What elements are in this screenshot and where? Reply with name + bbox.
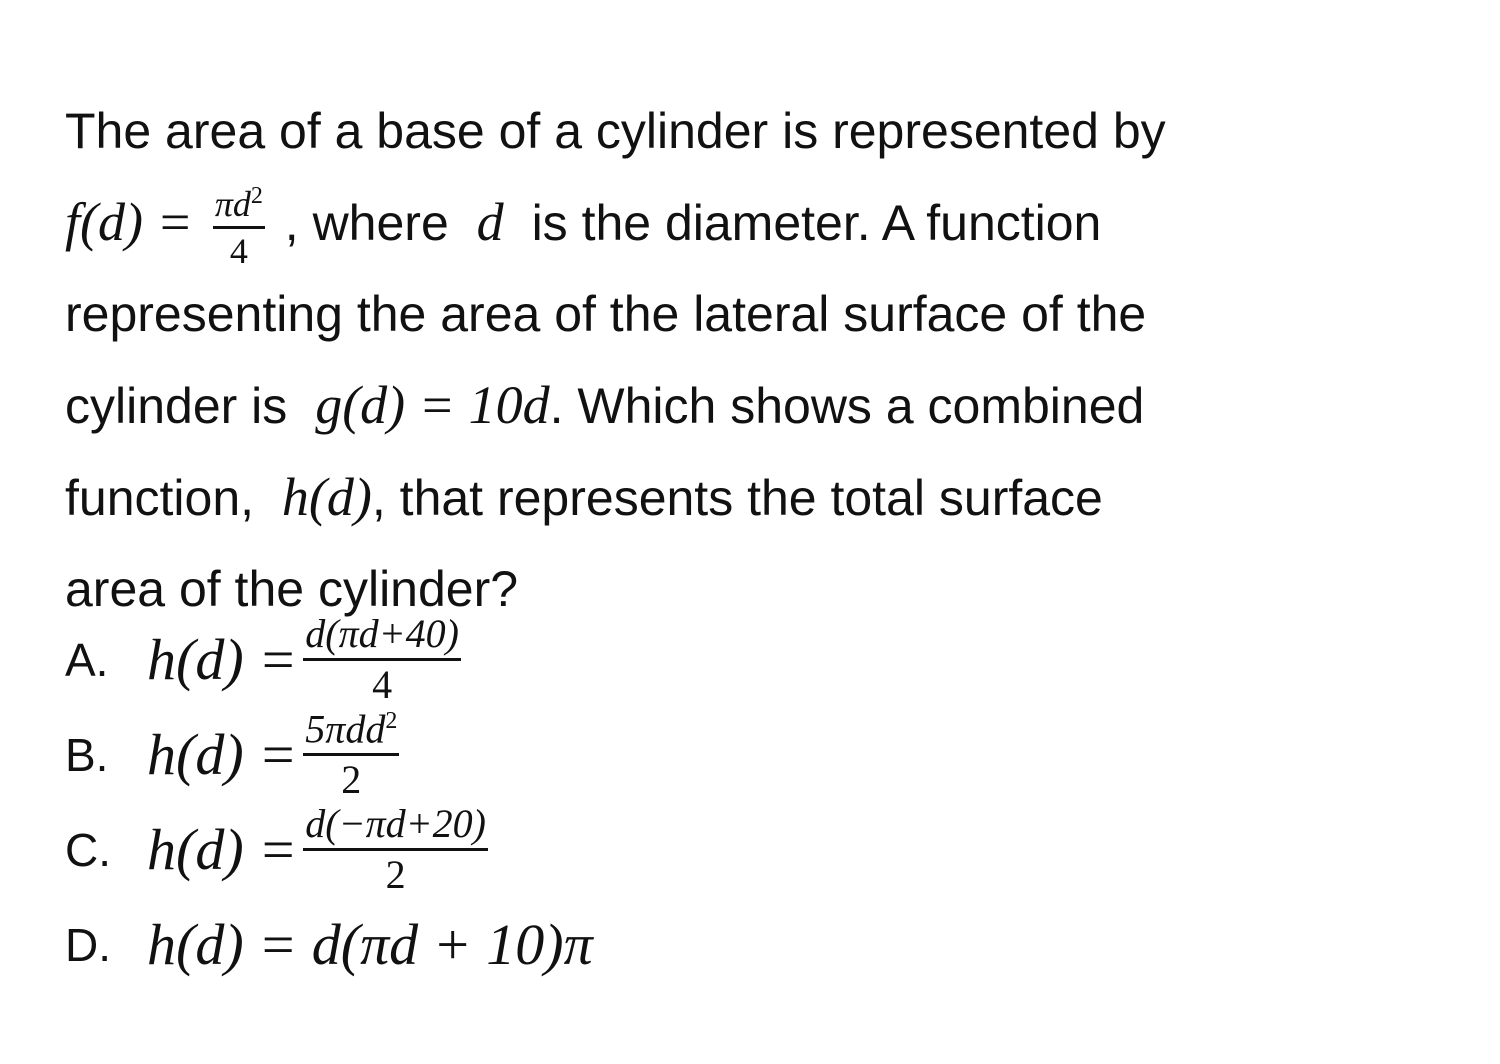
- option-fraction: [303, 611, 461, 707]
- f-function-lhs: f(d) =: [65, 192, 193, 252]
- question-line-1: The area of a base of a cylinder is represented by: [65, 103, 1166, 159]
- variable-d: d: [476, 192, 504, 252]
- option-numerator: d(πd+40): [303, 614, 461, 661]
- f-numerator-exponent: 2: [250, 183, 263, 210]
- option-letter: C.: [65, 823, 111, 876]
- f-fraction-denominator: 4: [229, 231, 248, 272]
- text-where: , where: [284, 195, 449, 251]
- option-c[interactable]: [65, 802, 1455, 897]
- option-denominator: 2: [385, 852, 406, 897]
- f-numerator-text: πd: [214, 184, 251, 225]
- question-line-2: [65, 177, 1455, 272]
- option-denominator: 2: [341, 757, 362, 803]
- option-fraction: [303, 706, 399, 803]
- text-which: . Which shows a combined: [549, 378, 1145, 435]
- g-function: g(d) = 10d: [315, 375, 550, 436]
- question-line-3: representing the area of the lateral surface of the: [65, 286, 1147, 343]
- option-b[interactable]: [65, 707, 1455, 802]
- f-fraction-numerator: [213, 184, 265, 229]
- option-lhs: h(d) =: [147, 817, 298, 882]
- question-line-6: area of the cylinder?: [65, 561, 519, 618]
- f-function-fraction: [213, 183, 265, 272]
- option-lhs: h(d) =: [147, 627, 298, 692]
- question-line-5: [65, 452, 1455, 544]
- question-line-4: [65, 360, 1455, 452]
- answer-options: [65, 612, 1455, 992]
- option-numerator-exponent: 2: [385, 707, 398, 734]
- option-denominator: 4: [372, 662, 393, 707]
- text-that: , that represents the total surface: [371, 470, 1103, 527]
- option-numerator: d(−πd+20): [303, 804, 488, 851]
- option-d[interactable]: [65, 897, 1455, 992]
- text-diameter: is the diameter. A function: [531, 195, 1102, 251]
- h-function: h(d): [281, 467, 372, 528]
- option-letter: B.: [65, 728, 109, 781]
- option-lhs: h(d) =: [147, 722, 298, 787]
- option-numerator: [303, 706, 399, 756]
- option-expression: h(d) = d(πd + 10)π: [147, 912, 593, 977]
- option-numerator-text: 5πdd: [305, 706, 386, 752]
- option-letter: D.: [65, 918, 111, 971]
- question-text: [65, 86, 1455, 635]
- text-cylinder-is: cylinder is: [65, 378, 288, 435]
- option-fraction: [303, 801, 488, 897]
- option-letter: A.: [65, 633, 109, 686]
- text-function: function,: [65, 470, 255, 527]
- option-a[interactable]: [65, 612, 1455, 707]
